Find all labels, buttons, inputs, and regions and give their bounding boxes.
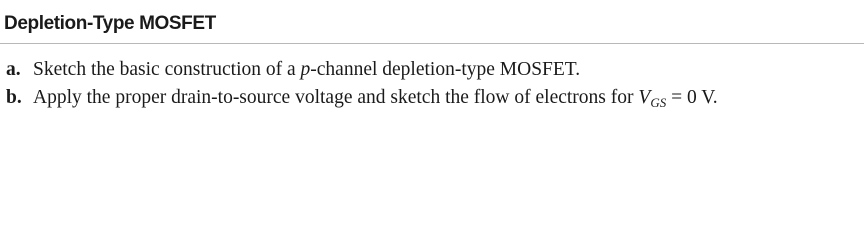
- section-heading: Depletion-Type MOSFET: [4, 13, 216, 34]
- problem-item-b: [6, 86, 718, 111]
- problem-letter: b.: [6, 87, 22, 108]
- problem-text: Sketch the basic construction of a: [33, 59, 301, 80]
- problem-letter: a.: [6, 59, 21, 80]
- section-divider: [0, 43, 864, 44]
- problem-text: -channel depletion-type MOSFET.: [310, 59, 581, 80]
- problem-text: Apply the proper drain-to-source voltage and sketch the flow of electrons for: [33, 87, 639, 108]
- variable-subscript: GS: [650, 95, 667, 110]
- problem-text-italic: p: [300, 59, 311, 80]
- problem-text: = 0 V.: [666, 87, 718, 108]
- variable-v: V: [638, 87, 651, 108]
- problem-item-a: [6, 58, 580, 82]
